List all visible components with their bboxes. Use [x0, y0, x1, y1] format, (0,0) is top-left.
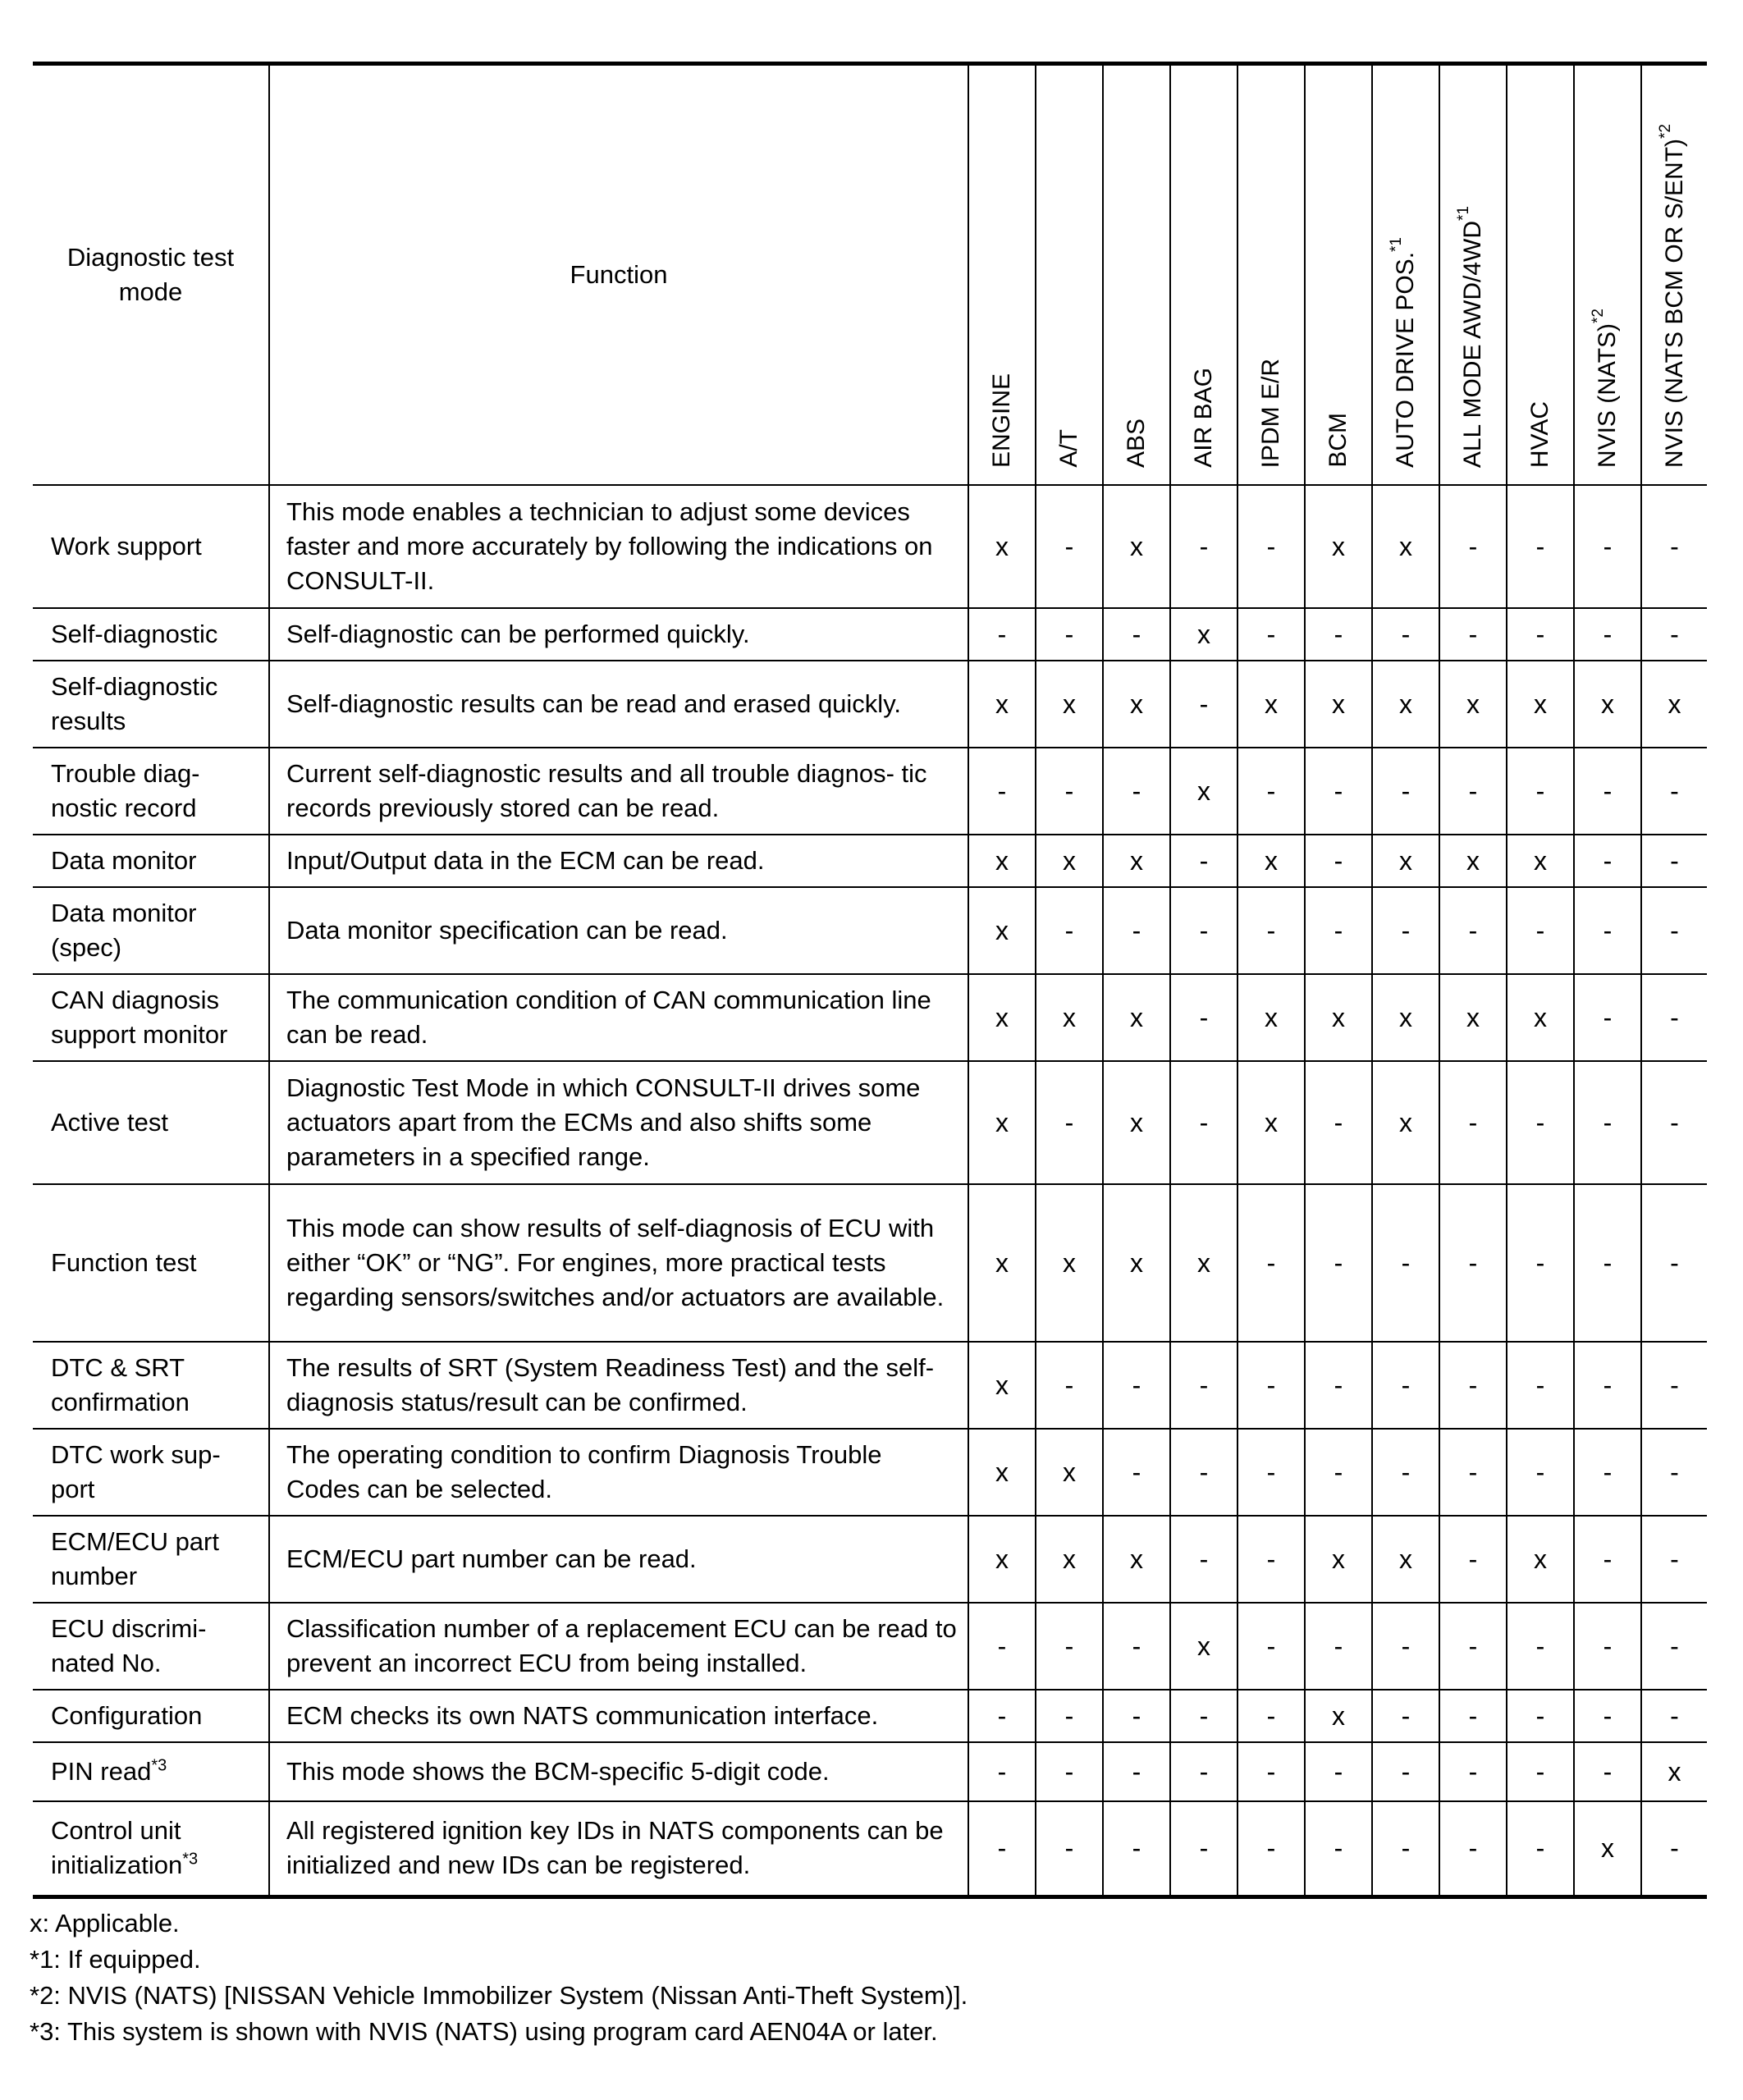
applicability-mark: - [1170, 835, 1237, 887]
applicability-mark: - [1170, 887, 1237, 974]
applicability-mark: - [1507, 1603, 1574, 1690]
table-row [33, 485, 1707, 608]
applicability-mark: x [1237, 661, 1305, 748]
applicability-mark: - [1439, 1690, 1507, 1742]
applicability-mark: - [1305, 835, 1372, 887]
column-label: AIR BAG [1190, 368, 1217, 468]
mode-footnote-ref: *3 [182, 1850, 199, 1869]
applicability-mark: - [1574, 1690, 1641, 1742]
applicability-mark: x [1507, 835, 1574, 887]
applicability-mark: - [1170, 485, 1237, 608]
applicability-mark: - [1305, 1429, 1372, 1516]
column-label: ENGINE [988, 373, 1015, 468]
function-cell: Current self-diagnostic results and all trouble diagnos- tic records previously stored can be read. [269, 748, 968, 835]
applicability-mark: x [1036, 1184, 1103, 1342]
column-header-bcm [1305, 64, 1372, 486]
applicability-mark: - [1507, 1742, 1574, 1801]
applicability-mark: - [968, 608, 1036, 661]
applicability-mark: x [1372, 1516, 1439, 1603]
applicability-mark: - [1641, 1603, 1707, 1690]
table-row [33, 1742, 1707, 1801]
applicability-mark: - [1507, 608, 1574, 661]
applicability-mark: - [1036, 748, 1103, 835]
applicability-mark: - [1372, 1742, 1439, 1801]
applicability-mark: - [1036, 608, 1103, 661]
applicability-mark: - [1641, 974, 1707, 1061]
footnote-line: *2: NVIS (NATS) [NISSAN Vehicle Immobilizer System (Nissan Anti-Theft System)]. [30, 1980, 968, 2010]
applicability-mark: x [1170, 1184, 1237, 1342]
footnotes [30, 1906, 1707, 2050]
mode-cell [33, 1690, 269, 1742]
applicability-mark: - [1305, 1342, 1372, 1429]
applicability-mark: - [1237, 748, 1305, 835]
diagnostic-test-mode-header: Diagnostic test mode [33, 64, 269, 486]
applicability-mark: x [1641, 661, 1707, 748]
applicability-mark: - [1237, 485, 1305, 608]
applicability-mark: - [1574, 608, 1641, 661]
column-label: BCM [1324, 413, 1352, 468]
applicability-mark: x [1305, 974, 1372, 1061]
mode-label: Self-diagnostic [51, 620, 218, 648]
applicability-mark: - [1372, 1342, 1439, 1429]
mode-label: Function test [51, 1248, 197, 1277]
applicability-mark: x [1237, 974, 1305, 1061]
applicability-mark: - [1036, 1801, 1103, 1896]
applicability-mark: x [1103, 661, 1170, 748]
applicability-mark: - [1574, 485, 1641, 608]
applicability-mark: - [1170, 1801, 1237, 1896]
applicability-mark: - [1237, 1742, 1305, 1801]
applicability-mark: - [1237, 608, 1305, 661]
applicability-mark: - [1507, 748, 1574, 835]
applicability-mark: x [1170, 608, 1237, 661]
applicability-mark: - [968, 1742, 1036, 1801]
applicability-mark: - [1439, 1801, 1507, 1896]
footnote-line: x: Applicable. [30, 1908, 180, 1938]
mode-cell [33, 887, 269, 974]
column-header-all-mode-awd-4wd [1439, 64, 1507, 486]
function-cell: Self-diagnostic can be performed quickly. [269, 608, 968, 661]
applicability-mark: - [1507, 1061, 1574, 1184]
function-cell: Input/Output data in the ECM can be read. [269, 835, 968, 887]
applicability-mark: x [1103, 974, 1170, 1061]
mode-label: ECU discrimi- nated No. [51, 1614, 207, 1677]
mode-footnote-ref: *3 [151, 1756, 167, 1775]
applicability-mark: - [1574, 1742, 1641, 1801]
function-cell: This mode can show results of self-diagnosis of ECU with either “OK” or “NG”. For engines, more practical tests regarding sensors/switches and/or actuators are available. [269, 1184, 968, 1342]
applicability-mark: x [968, 661, 1036, 748]
applicability-mark: - [1641, 748, 1707, 835]
applicability-mark: - [1439, 485, 1507, 608]
mode-cell [33, 835, 269, 887]
applicability-mark: - [1507, 887, 1574, 974]
applicability-mark: - [1170, 1516, 1237, 1603]
table-row [33, 1603, 1707, 1690]
column-header-abs [1103, 64, 1170, 486]
applicability-mark: - [1036, 1603, 1103, 1690]
column-label: NVIS (NATS BCM OR S/ENT) [1660, 138, 1688, 468]
applicability-mark: - [1305, 608, 1372, 661]
applicability-mark: x [1103, 1184, 1170, 1342]
column-label: HVAC [1526, 400, 1553, 468]
applicability-mark: x [1036, 974, 1103, 1061]
applicability-mark: - [1036, 1342, 1103, 1429]
function-cell: ECM checks its own NATS communication interface. [269, 1690, 968, 1742]
table-row [33, 608, 1707, 661]
table-row [33, 1184, 1707, 1342]
applicability-mark: - [1237, 1603, 1305, 1690]
applicability-mark: - [1574, 1342, 1641, 1429]
mode-cell [33, 1184, 269, 1342]
mode-cell [33, 485, 269, 608]
footnote-line: *1: If equipped. [30, 1944, 201, 1974]
column-header-a-t [1036, 64, 1103, 486]
mode-label: ECM/ECU part number [51, 1527, 219, 1590]
applicability-mark: - [1439, 1184, 1507, 1342]
function-cell: This mode shows the BCM-specific 5-digit code. [269, 1742, 968, 1801]
applicability-mark: - [1170, 1742, 1237, 1801]
function-cell: Classification number of a replacement ECU can be read to prevent an incorrect ECU from being installed. [269, 1603, 968, 1690]
applicability-mark: - [1103, 887, 1170, 974]
applicability-mark: - [1641, 1184, 1707, 1342]
column-label: ABS [1123, 418, 1150, 468]
applicability-mark: x [1372, 661, 1439, 748]
applicability-mark: x [968, 485, 1036, 608]
applicability-mark: - [1036, 485, 1103, 608]
applicability-mark: - [1372, 608, 1439, 661]
applicability-mark: x [1439, 974, 1507, 1061]
table-row [33, 1342, 1707, 1429]
applicability-mark: - [1170, 661, 1237, 748]
table-row [33, 1061, 1707, 1184]
applicability-mark: x [1103, 835, 1170, 887]
applicability-mark: - [1439, 748, 1507, 835]
applicability-mark: - [1036, 887, 1103, 974]
applicability-mark: - [1574, 1061, 1641, 1184]
applicability-mark: - [1507, 1184, 1574, 1342]
applicability-mark: - [1237, 887, 1305, 974]
applicability-mark: - [1372, 1801, 1439, 1896]
function-cell: ECM/ECU part number can be read. [269, 1516, 968, 1603]
applicability-mark: x [968, 1342, 1036, 1429]
applicability-mark: x [968, 1516, 1036, 1603]
applicability-mark: - [1170, 1690, 1237, 1742]
applicability-mark: - [1305, 1603, 1372, 1690]
footnote-line: *3: This system is shown with NVIS (NATS) using program card AEN04A or later. [30, 2016, 938, 2046]
applicability-mark: - [1507, 485, 1574, 608]
applicability-mark: - [1103, 1429, 1170, 1516]
applicability-mark: - [1641, 887, 1707, 974]
applicability-mark: - [1507, 1342, 1574, 1429]
applicability-mark: x [968, 974, 1036, 1061]
applicability-mark: x [1237, 1061, 1305, 1184]
mode-label: DTC work sup- port [51, 1440, 221, 1503]
mode-cell [33, 1742, 269, 1801]
mode-cell [33, 1429, 269, 1516]
applicability-mark: x [1036, 835, 1103, 887]
applicability-mark: - [1237, 1342, 1305, 1429]
mode-label: Work support [51, 532, 202, 560]
applicability-mark: - [1372, 748, 1439, 835]
applicability-mark: x [1036, 1429, 1103, 1516]
applicability-mark: x [1372, 974, 1439, 1061]
function-cell: The results of SRT (System Readiness Test) and the self-diagnosis status/result can be confirmed. [269, 1342, 968, 1429]
applicability-mark: x [1305, 1690, 1372, 1742]
applicability-mark: - [1574, 748, 1641, 835]
applicability-mark: x [1170, 748, 1237, 835]
applicability-mark: - [1103, 1690, 1170, 1742]
applicability-mark: - [1103, 1342, 1170, 1429]
applicability-mark: - [1641, 1690, 1707, 1742]
applicability-mark: - [1170, 1061, 1237, 1184]
applicability-mark: x [1036, 661, 1103, 748]
applicability-mark: - [1036, 1061, 1103, 1184]
applicability-mark: - [1574, 887, 1641, 974]
applicability-mark: x [1641, 1742, 1707, 1801]
mode-cell [33, 608, 269, 661]
table-row [33, 661, 1707, 748]
applicability-mark: x [968, 1184, 1036, 1342]
applicability-mark: - [1574, 835, 1641, 887]
column-label: AUTO DRIVE POS. [1392, 252, 1419, 468]
applicability-mark: x [1237, 835, 1305, 887]
applicability-mark: - [1439, 1342, 1507, 1429]
applicability-mark: - [1641, 835, 1707, 887]
applicability-mark: - [1439, 608, 1507, 661]
applicability-mark: x [1170, 1603, 1237, 1690]
applicability-mark: - [1237, 1429, 1305, 1516]
applicability-mark: x [1036, 1516, 1103, 1603]
applicability-mark: - [1036, 1742, 1103, 1801]
table-row [33, 1690, 1707, 1742]
table-row [33, 974, 1707, 1061]
applicability-mark: - [1641, 1801, 1707, 1896]
table-row [33, 887, 1707, 974]
function-cell: The communication condition of CAN communication line can be read. [269, 974, 968, 1061]
applicability-mark: - [1574, 974, 1641, 1061]
applicability-mark: x [1507, 1516, 1574, 1603]
mode-label: DTC & SRT confirmation [51, 1353, 190, 1416]
applicability-mark: x [968, 887, 1036, 974]
applicability-mark: x [1372, 835, 1439, 887]
applicability-mark: - [1641, 485, 1707, 608]
applicability-mark: - [1103, 608, 1170, 661]
function-cell: The operating condition to confirm Diagnosis Trouble Codes can be selected. [269, 1429, 968, 1516]
applicability-mark: - [1574, 1516, 1641, 1603]
function-cell: All registered ignition key IDs in NATS components can be initialized and new IDs can be registered. [269, 1801, 968, 1896]
mode-cell [33, 748, 269, 835]
column-header-air-bag [1170, 64, 1237, 486]
column-label: A/T [1055, 429, 1082, 468]
mode-cell [33, 1801, 269, 1896]
applicability-mark: x [1372, 485, 1439, 608]
function-cell: Diagnostic Test Mode in which CONSULT-II drives some actuators apart from the ECMs and also shifts some parameters in a specified range. [269, 1061, 968, 1184]
consult-diagnostic-mode-document [30, 62, 1707, 2050]
mode-cell [33, 1342, 269, 1429]
applicability-mark: - [1305, 1061, 1372, 1184]
applicability-mark: - [1103, 748, 1170, 835]
function-cell: Data monitor specification can be read. [269, 887, 968, 974]
applicability-mark: x [968, 835, 1036, 887]
applicability-mark: - [1103, 1603, 1170, 1690]
applicability-mark: - [1439, 887, 1507, 974]
applicability-mark: x [1574, 1801, 1641, 1896]
mode-cell [33, 1516, 269, 1603]
applicability-mark: x [1507, 974, 1574, 1061]
applicability-mark: - [1439, 1742, 1507, 1801]
applicability-mark: - [1237, 1516, 1305, 1603]
applicability-mark: - [1305, 1184, 1372, 1342]
mode-cell [33, 1061, 269, 1184]
applicability-mark: x [1305, 485, 1372, 608]
applicability-mark: - [1170, 974, 1237, 1061]
mode-label: Data monitor (spec) [51, 899, 197, 962]
mode-label: PIN read [51, 1757, 152, 1786]
applicability-mark: - [968, 748, 1036, 835]
mode-label: Self-diagnostic results [51, 672, 218, 735]
applicability-mark: - [1305, 1742, 1372, 1801]
table-header-row [33, 64, 1707, 486]
applicability-mark: - [1574, 1429, 1641, 1516]
table-row [33, 1801, 1707, 1896]
applicability-mark: - [1507, 1690, 1574, 1742]
applicability-mark: - [1036, 1690, 1103, 1742]
applicability-mark: - [1439, 1516, 1507, 1603]
applicability-mark: - [1641, 1516, 1707, 1603]
column-header-hvac [1507, 64, 1574, 486]
mode-cell [33, 974, 269, 1061]
column-footnote-ref: *1 [1455, 205, 1472, 221]
mode-label: Active test [51, 1108, 168, 1137]
mode-label: Trouble diag- nostic record [51, 759, 200, 822]
column-header-auto-drive-pos [1372, 64, 1439, 486]
applicability-mark: - [1305, 887, 1372, 974]
applicability-mark: x [1305, 661, 1372, 748]
applicability-mark: - [1507, 1801, 1574, 1896]
applicability-mark: x [1305, 1516, 1372, 1603]
applicability-mark: - [1641, 1429, 1707, 1516]
applicability-mark: - [1507, 1429, 1574, 1516]
applicability-mark: - [1372, 887, 1439, 974]
table-body [33, 485, 1707, 1896]
applicability-mark: - [1574, 1603, 1641, 1690]
applicability-mark: x [1103, 485, 1170, 608]
applicability-mark: - [968, 1801, 1036, 1896]
applicability-mark: x [1507, 661, 1574, 748]
mode-cell [33, 661, 269, 748]
column-header-nvis-nats-bcm-or-s-ent [1641, 64, 1707, 486]
function-header: Function [269, 64, 968, 486]
applicability-mark: - [1103, 1742, 1170, 1801]
applicability-mark: - [1305, 1801, 1372, 1896]
applicability-mark: x [1103, 1516, 1170, 1603]
column-label: ALL MODE AWD/4WD [1459, 220, 1486, 468]
applicability-mark: - [1103, 1801, 1170, 1896]
mode-label: Data monitor [51, 846, 197, 875]
applicability-mark: - [1574, 1184, 1641, 1342]
applicability-mark: - [1439, 1429, 1507, 1516]
applicability-mark: - [1237, 1801, 1305, 1896]
applicability-mark: x [1439, 661, 1507, 748]
column-header-nvis-nats [1574, 64, 1641, 486]
mode-label: CAN diagnosis support monitor [51, 986, 228, 1049]
applicability-mark: x [968, 1061, 1036, 1184]
applicability-mark: - [968, 1690, 1036, 1742]
column-footnote-ref: *2 [1590, 308, 1607, 323]
applicability-mark: - [1439, 1603, 1507, 1690]
applicability-mark: x [1103, 1061, 1170, 1184]
table-row [33, 1516, 1707, 1603]
function-cell: This mode enables a technician to adjust some devices faster and more accurately by following the indications on CONSULT-II. [269, 485, 968, 608]
applicability-mark: - [1641, 1342, 1707, 1429]
column-label: NVIS (NATS) [1594, 323, 1621, 468]
applicability-mark: - [968, 1603, 1036, 1690]
mode-label: Configuration [51, 1701, 203, 1730]
column-header-ipdm-e-r [1237, 64, 1305, 486]
applicability-mark: x [1439, 835, 1507, 887]
applicability-mark: - [1372, 1184, 1439, 1342]
table-row [33, 1429, 1707, 1516]
applicability-mark: - [1641, 1061, 1707, 1184]
applicability-mark: x [1574, 661, 1641, 748]
function-cell: Self-diagnostic results can be read and erased quickly. [269, 661, 968, 748]
applicability-mark: - [1170, 1342, 1237, 1429]
column-footnote-ref: *1 [1388, 237, 1405, 253]
column-footnote-ref: *2 [1656, 123, 1674, 139]
mode-label: Control unit initialization [51, 1816, 183, 1880]
applicability-mark: - [1372, 1603, 1439, 1690]
column-label: IPDM E/R [1257, 358, 1284, 468]
applicability-mark: x [968, 1429, 1036, 1516]
applicability-mark: - [1170, 1429, 1237, 1516]
table-row [33, 835, 1707, 887]
mode-cell [33, 1603, 269, 1690]
applicability-mark: - [1641, 608, 1707, 661]
applicability-mark: - [1237, 1690, 1305, 1742]
applicability-mark: - [1305, 748, 1372, 835]
applicability-mark: - [1237, 1184, 1305, 1342]
column-header-engine [968, 64, 1036, 486]
applicability-mark: - [1372, 1429, 1439, 1516]
applicability-mark: - [1372, 1690, 1439, 1742]
diagnostic-mode-table [33, 62, 1707, 1899]
table-row [33, 748, 1707, 835]
applicability-mark: x [1372, 1061, 1439, 1184]
applicability-mark: - [1439, 1061, 1507, 1184]
